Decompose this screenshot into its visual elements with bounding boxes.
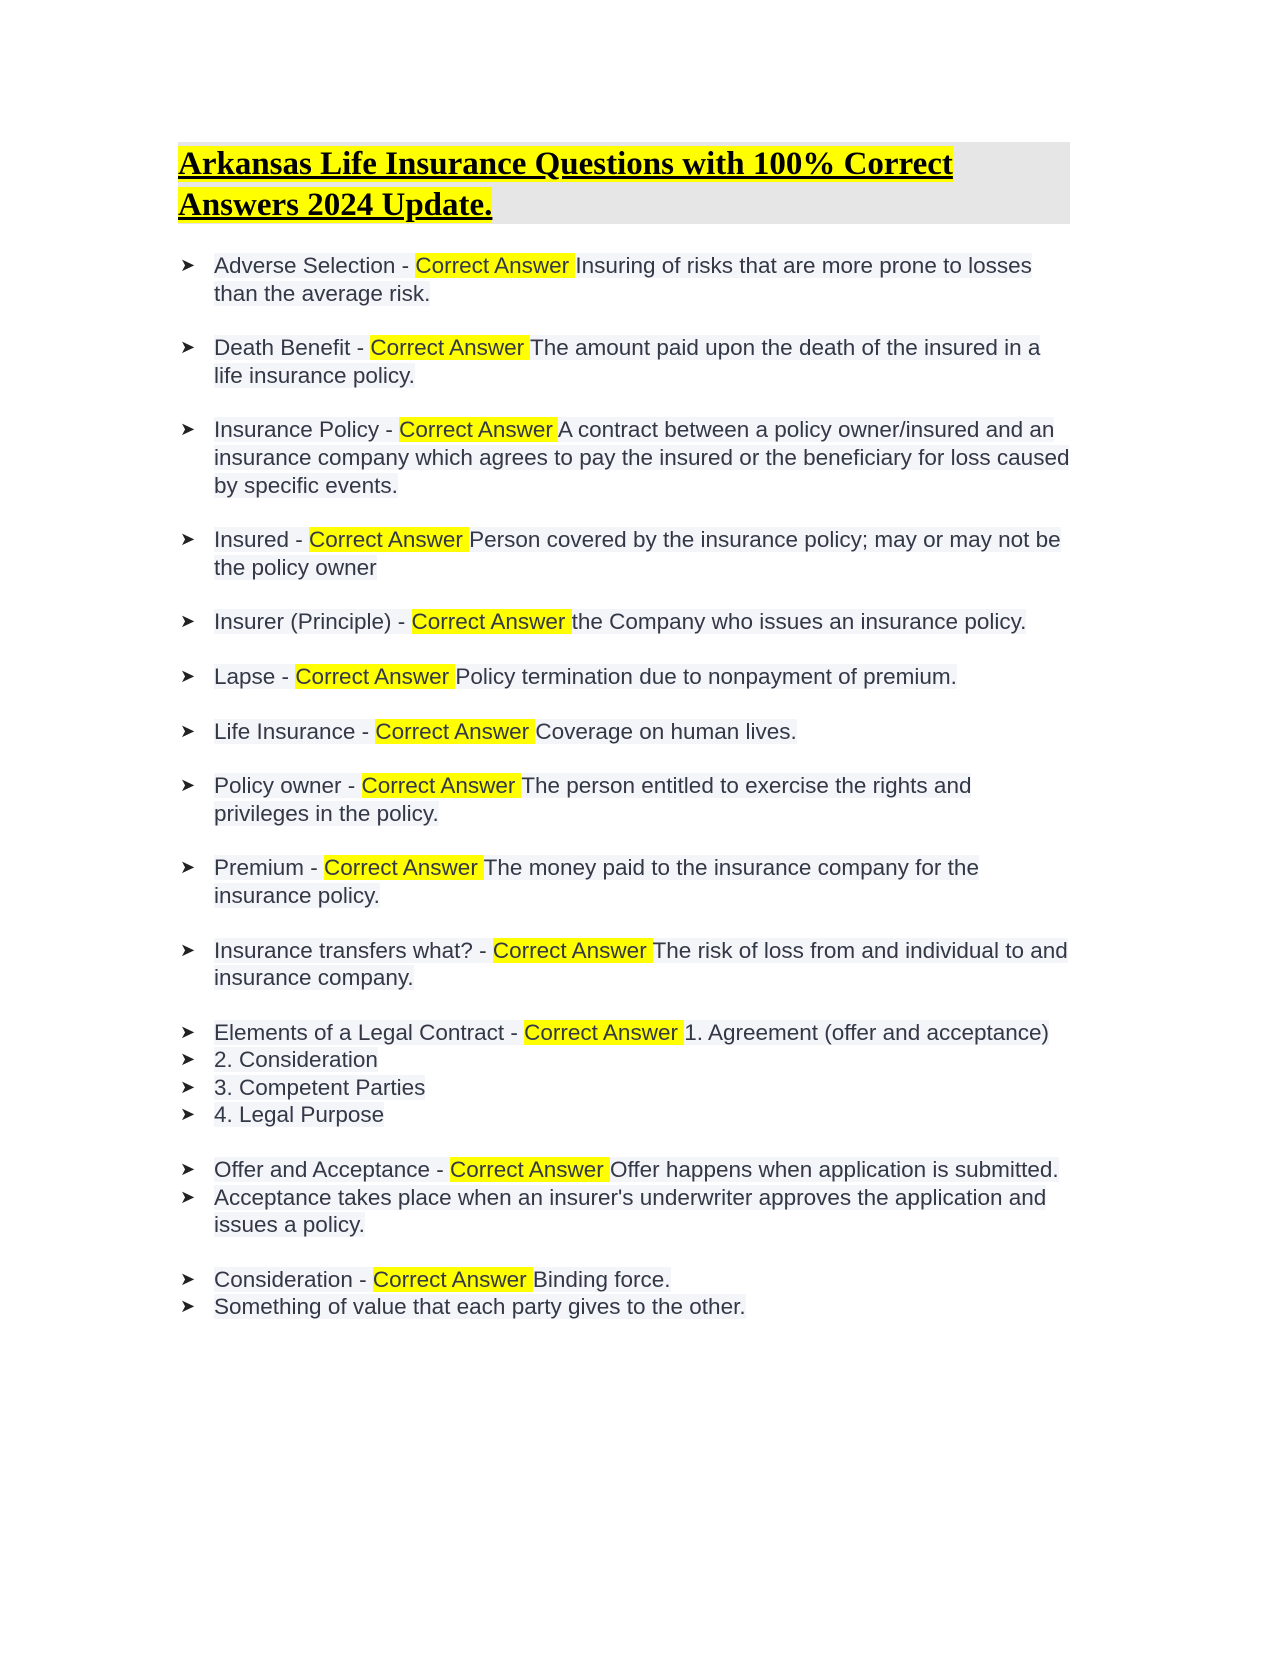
- question-term: Death Benefit -: [214, 335, 371, 361]
- correct-answer-label: Correct Answer: [524, 1019, 685, 1045]
- answer-text: Offer happens when application is submitted.: [610, 1157, 1059, 1183]
- arrowhead-bullet-icon: ➤: [180, 1076, 196, 1097]
- answer-text: 1. Agreement (offer and acceptance): [684, 1019, 1050, 1045]
- qa-group: [178, 937, 1070, 992]
- list-item: [178, 1156, 1070, 1184]
- question-term: Insurance Policy -: [214, 417, 400, 443]
- arrowhead-bullet-icon: ➤: [180, 419, 196, 440]
- answer-text: Insuring of risks that are more prone to losses than the average risk.: [214, 253, 1032, 306]
- arrowhead-bullet-icon: ➤: [180, 775, 196, 796]
- question-term: Insurance transfers what? -: [214, 937, 493, 963]
- list-item: [178, 663, 1070, 691]
- answer-text: Binding force.: [532, 1266, 671, 1292]
- document-page: [178, 142, 1070, 1348]
- arrowhead-bullet-icon: ➤: [180, 720, 196, 741]
- qa-group: [178, 718, 1070, 746]
- list-item: [178, 1266, 1070, 1294]
- answer-text: Person covered by the insurance policy; may or may not be the policy owner: [214, 527, 1061, 580]
- answer-text: The money paid to the insurance company for the insurance policy.: [214, 855, 979, 908]
- question-term: Elements of a Legal Contract -: [214, 1019, 525, 1045]
- qa-group: [178, 1156, 1070, 1239]
- list-item: [178, 1074, 1070, 1102]
- arrowhead-bullet-icon: ➤: [180, 939, 196, 960]
- arrowhead-bullet-icon: ➤: [180, 1049, 196, 1070]
- question-term: Offer and Acceptance -: [214, 1157, 450, 1183]
- list-item: [178, 416, 1070, 499]
- answer-text: The person entitled to exercise the rights and privileges in the policy.: [214, 773, 972, 826]
- list-item: [178, 718, 1070, 746]
- arrowhead-bullet-icon: ➤: [180, 665, 196, 686]
- qa-group: [178, 608, 1070, 636]
- question-term: Insurer (Principle) -: [214, 609, 412, 635]
- arrowhead-bullet-icon: ➤: [180, 1296, 196, 1317]
- list-item: [178, 1046, 1070, 1074]
- question-term: Policy owner -: [214, 773, 362, 799]
- question-term: Consideration -: [214, 1266, 373, 1292]
- correct-answer-label: Correct Answer: [492, 937, 653, 963]
- list-item: [178, 252, 1070, 307]
- arrowhead-bullet-icon: ➤: [180, 529, 196, 550]
- list-item: [178, 854, 1070, 909]
- qa-group: [178, 1019, 1070, 1129]
- qa-group: [178, 416, 1070, 499]
- answer-text: A contract between a policy owner/insured and an insurance company which agrees to pay the insured or the beneficiary for loss caused by specific events.: [214, 417, 1070, 498]
- correct-answer-label: Correct Answer: [399, 417, 558, 443]
- answer-text: the Company who issues an insurance policy.: [571, 609, 1027, 635]
- answer-text: Coverage on human lives.: [535, 718, 797, 744]
- continuation-text: 3. Competent Parties: [214, 1074, 426, 1100]
- qa-group: [178, 334, 1070, 389]
- question-term: Insured -: [214, 527, 310, 553]
- arrowhead-bullet-icon: ➤: [180, 1021, 196, 1042]
- list-item: [178, 937, 1070, 992]
- qa-group: [178, 252, 1070, 307]
- answer-text: Policy termination due to nonpayment of premium.: [455, 663, 957, 689]
- list-item: [178, 526, 1070, 581]
- list-item: [178, 334, 1070, 389]
- continuation-text: 4. Legal Purpose: [214, 1102, 385, 1128]
- question-term: Adverse Selection -: [214, 253, 416, 278]
- qa-group: [178, 854, 1070, 909]
- qa-list: [178, 252, 1070, 1321]
- correct-answer-label: Correct Answer: [361, 773, 522, 799]
- continuation-text: Acceptance takes place when an insurer's underwriter approves the application and issues a policy.: [214, 1184, 1047, 1238]
- qa-group: [178, 663, 1070, 691]
- answer-text: The amount paid upon the death of the insured in a life insurance policy.: [214, 335, 1041, 388]
- arrowhead-bullet-icon: ➤: [180, 1104, 196, 1125]
- list-item: [178, 608, 1070, 636]
- question-term: Premium -: [214, 855, 325, 881]
- correct-answer-label: Correct Answer: [309, 527, 470, 553]
- correct-answer-label: Correct Answer: [415, 253, 576, 278]
- continuation-text: 2. Consideration: [214, 1047, 378, 1073]
- document-title: [178, 144, 1070, 226]
- correct-answer-label: Correct Answer: [411, 609, 572, 635]
- arrowhead-bullet-icon: ➤: [180, 1186, 196, 1207]
- correct-answer-label: Correct Answer: [295, 663, 456, 689]
- question-term: Lapse -: [214, 663, 296, 689]
- list-item: [178, 1101, 1070, 1129]
- list-item: [178, 1019, 1070, 1047]
- list-item: [178, 1293, 1070, 1321]
- title-text: Arkansas Life Insurance Questions with 100% Correct Answers 2024 Update.: [178, 146, 953, 223]
- arrowhead-bullet-icon: ➤: [180, 255, 196, 275]
- list-item: [178, 1184, 1070, 1239]
- title-block: [178, 142, 1070, 224]
- arrowhead-bullet-icon: ➤: [180, 611, 196, 632]
- correct-answer-label: Correct Answer: [372, 1266, 533, 1292]
- continuation-text: Something of value that each party gives to the other.: [214, 1294, 746, 1320]
- correct-answer-label: Correct Answer: [370, 335, 530, 361]
- correct-answer-label: Correct Answer: [449, 1157, 611, 1183]
- correct-answer-label: Correct Answer: [375, 718, 536, 744]
- arrowhead-bullet-icon: ➤: [180, 337, 196, 358]
- question-term: Life Insurance -: [214, 718, 376, 744]
- arrowhead-bullet-icon: ➤: [180, 1268, 196, 1289]
- list-item: [178, 772, 1070, 827]
- qa-group: [178, 1266, 1070, 1321]
- qa-group: [178, 526, 1070, 581]
- arrowhead-bullet-icon: ➤: [180, 857, 196, 878]
- arrowhead-bullet-icon: ➤: [180, 1159, 196, 1180]
- correct-answer-label: Correct Answer: [324, 855, 484, 881]
- qa-group: [178, 772, 1070, 827]
- answer-text: The risk of loss from and individual to and insurance company.: [214, 937, 1068, 991]
